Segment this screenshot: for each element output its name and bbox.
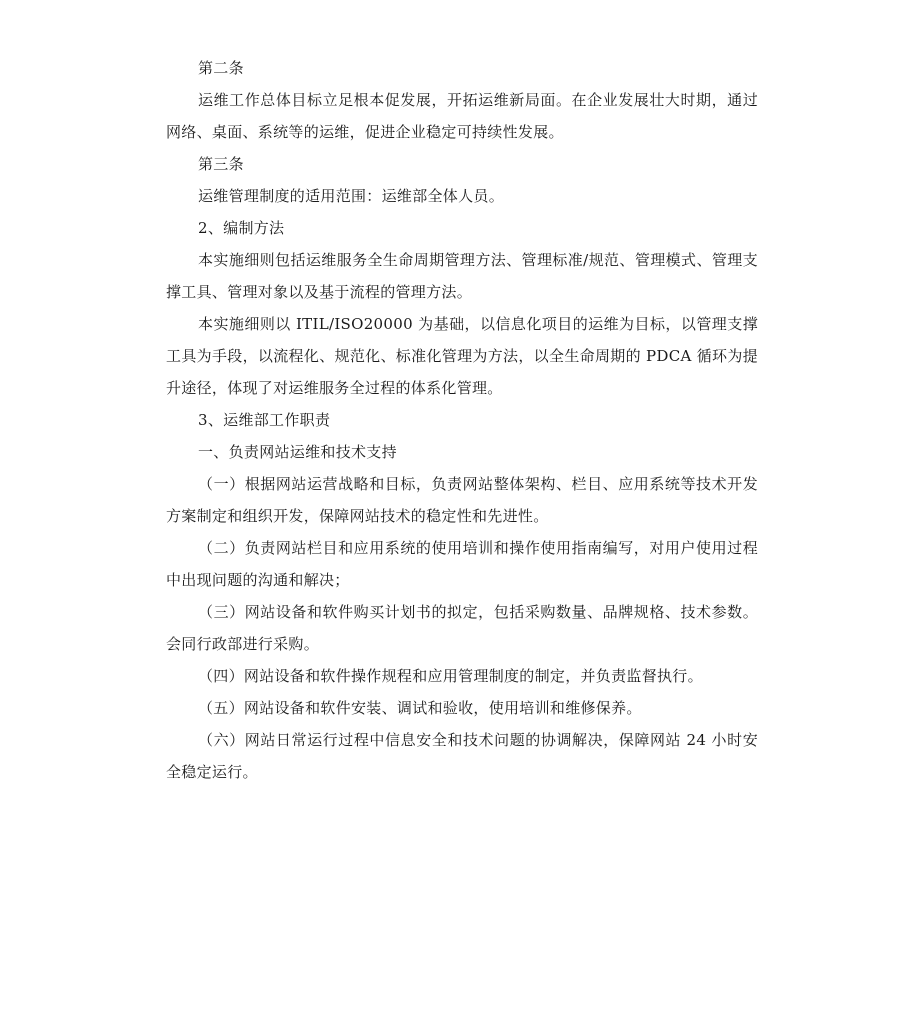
duty-item-5: （五）网站设备和软件安装、调试和验收，使用培训和维修保养。 [198, 699, 642, 717]
paragraph-method-basis: 本实施细则以 ITIL/ISO20000 为基础，以信息化项目的运维为目标，以管理支撑工具为手段，以流程化、规范化、标准化管理为方法，以全生命周期的 PDCA 循环为提升途径，体现了对运维服务全过程的体系化管理。 [166, 315, 758, 397]
article-heading-2: 第二条 [198, 59, 244, 77]
paragraph-scope: 运维管理制度的适用范围：运维部全体人员。 [198, 187, 505, 205]
paragraph-method-contents: 本实施细则包括运维服务全生命周期管理方法、管理标准/规范、管理模式、管理支撑工具、管理对象以及基于流程的管理方法。 [166, 251, 758, 301]
duty-item-2: （二）负责网站栏目和应用系统的使用培训和操作使用指南编写，对用户使用过程中出现问题的沟通和解决； [166, 539, 758, 589]
duty-item-1: （一）根据网站运营战略和目标，负责网站整体架构、栏目、应用系统等技术开发方案制定和组织开发，保障网站技术的稳定性和先进性。 [166, 475, 758, 525]
paragraph-overall-goal: 运维工作总体目标立足根本促发展，开拓运维新局面。在企业发展壮大时期，通过网络、桌面、系统等的运维，促进企业稳定可持续性发展。 [166, 91, 758, 141]
article-heading-3: 第三条 [198, 155, 244, 173]
section-heading-duties: 3、运维部工作职责 [198, 411, 331, 429]
document-page [166, 52, 758, 788]
duty-item-4: （四）网站设备和软件操作规程和应用管理制度的制定，并负责监督执行。 [198, 667, 703, 685]
duty-item-6: （六）网站日常运行过程中信息安全和技术问题的协调解决，保障网站 24 小时安全稳定运行。 [166, 731, 758, 781]
section-heading-method: 2、编制方法 [198, 219, 285, 237]
duty-item-3: （三）网站设备和软件购买计划书的拟定，包括采购数量、品牌规格、技术参数。会同行政部进行采购。 [166, 603, 758, 653]
subsection-heading-website-ops: 一、负责网站运维和技术支持 [198, 443, 397, 461]
